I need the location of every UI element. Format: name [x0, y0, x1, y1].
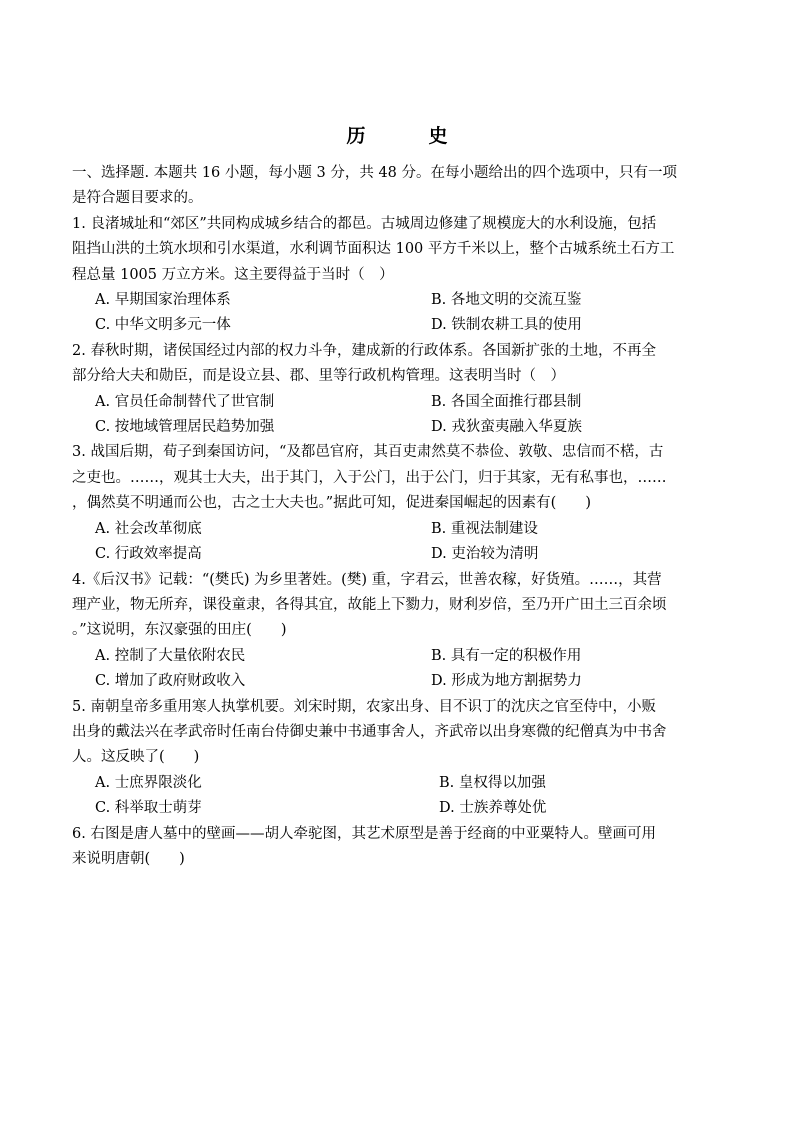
question-4 [72, 568, 724, 695]
question-stem-line: 部分给大夫和勋臣，而是设立县、郡、里等行政机构管理。这表明当时（ ） [72, 368, 565, 385]
option-list [72, 288, 724, 339]
question-5 [72, 695, 724, 822]
question-stem-line: 程总量 1005 万立方米。这主要得益于当时（ ） [72, 266, 394, 283]
question-stem-line: 人。这反映了( ) [72, 749, 200, 766]
question-stem-line: 5. 南朝皇帝多重用寒人执掌机要。刘宋时期，农家出身、目不识丁的沈庆之官至侍中，小贩 [72, 698, 656, 715]
question-stem-line: 来说明唐朝( ) [72, 850, 185, 867]
option-a[interactable]: A. 社会改革彻底 [95, 520, 202, 537]
option-list [72, 517, 724, 568]
option-list [72, 771, 724, 822]
question-stem-line: 理产业，物无所弃，课役童隶，各得其宜，故能上下勠力，财利岁倍，至乃开广田土三百余顷 [72, 596, 667, 613]
question-2 [72, 339, 724, 441]
page-title: 历 史 [346, 125, 470, 147]
question-stem-line: ，偶然莫不明通而公也，古之士大夫也。”据此可知，促进秦国崛起的因素有( ) [72, 495, 591, 512]
option-d[interactable]: D. 士族养尊处优 [439, 800, 547, 817]
question-stem-line: 之吏也。……，观其士大夫，出于其门，入于公门，出于公门，归于其家，无有私事也，…… [72, 469, 667, 486]
exam-content [72, 161, 724, 872]
option-a[interactable]: A. 官员任命制替代了世官制 [95, 393, 275, 410]
option-b[interactable]: B. 皇权得以加强 [439, 774, 546, 791]
question-stem-line: 1. 良渚城址和“郊区”共同构成城乡结合的都邑。古城周边修建了规模庞大的水利设施，包括 [72, 215, 657, 232]
question-stem-line: 2. 春秋时期，诸侯国经过内部的权力斗争，建成新的行政体系。各国新扩张的土地，不再全 [72, 342, 656, 359]
option-list [72, 390, 724, 441]
question-stem-line: 。”这说明，东汉豪强的田庄( ) [72, 622, 287, 639]
option-d[interactable]: D. 铁制农耕工具的使用 [431, 317, 582, 334]
question-stem-line: 6. 右图是唐人墓中的壁画——胡人牵驼图，其艺术原型是善于经商的中亚粟特人。壁画可用 [72, 825, 656, 842]
option-a[interactable]: A. 控制了大量依附农民 [95, 647, 246, 664]
option-a[interactable]: A. 士庶界限淡化 [95, 774, 202, 791]
question-3 [72, 440, 724, 567]
option-b[interactable]: B. 具有一定的积极作用 [431, 647, 582, 664]
option-d[interactable]: D. 形成为地方割据势力 [431, 673, 582, 690]
option-b[interactable]: B. 重视法制建设 [431, 520, 538, 537]
question-6 [72, 822, 724, 873]
question-1 [72, 212, 724, 339]
question-stem-line: 3. 战国后期，荀子到秦国访问，“及都邑官府，其百吏肃然莫不恭俭、敦敬、忠信而不楛，古 [72, 444, 664, 461]
option-d[interactable]: D. 吏治较为清明 [431, 546, 539, 563]
question-stem-line: 4.《后汉书》记载：“(樊氏) 为乡里著姓。(樊) 重，字君云，世善农稼，好货殖。……，其营 [72, 571, 662, 588]
option-c[interactable]: C. 增加了政府财政收入 [95, 673, 246, 690]
option-c[interactable]: C. 按地域管理居民趋势加强 [95, 419, 275, 436]
option-c[interactable]: C. 行政效率提高 [95, 546, 202, 563]
section-line: 是符合题目要求的。 [72, 190, 203, 207]
option-b[interactable]: B. 各地文明的交流互鉴 [431, 292, 582, 309]
option-b[interactable]: B. 各国全面推行郡县制 [431, 393, 582, 410]
option-c[interactable]: C. 科举取士萌芽 [95, 800, 202, 817]
option-a[interactable]: A. 早期国家治理体系 [95, 292, 231, 309]
option-d[interactable]: D. 戎狄蛮夷融入华夏族 [431, 419, 582, 436]
section-line: 一、选择题. 本题共 16 小题，每小题 3 分，共 48 分。在每小题给出的四个选项中，只有一项 [72, 165, 677, 181]
question-stem-line: 出身的戴法兴在孝武帝时任南台侍御史兼中书通事舍人，齐武帝以出身寒微的纪僧真为中书舍 [72, 723, 667, 740]
question-stem-line: 阻挡山洪的土筑水坝和引水渠道，水利调节面积达 100 平方千米以上，整个古城系统土石方工 [72, 241, 675, 258]
option-c[interactable]: C. 中华文明多元一体 [95, 317, 231, 334]
section-instruction [72, 161, 724, 212]
option-list [72, 644, 724, 695]
